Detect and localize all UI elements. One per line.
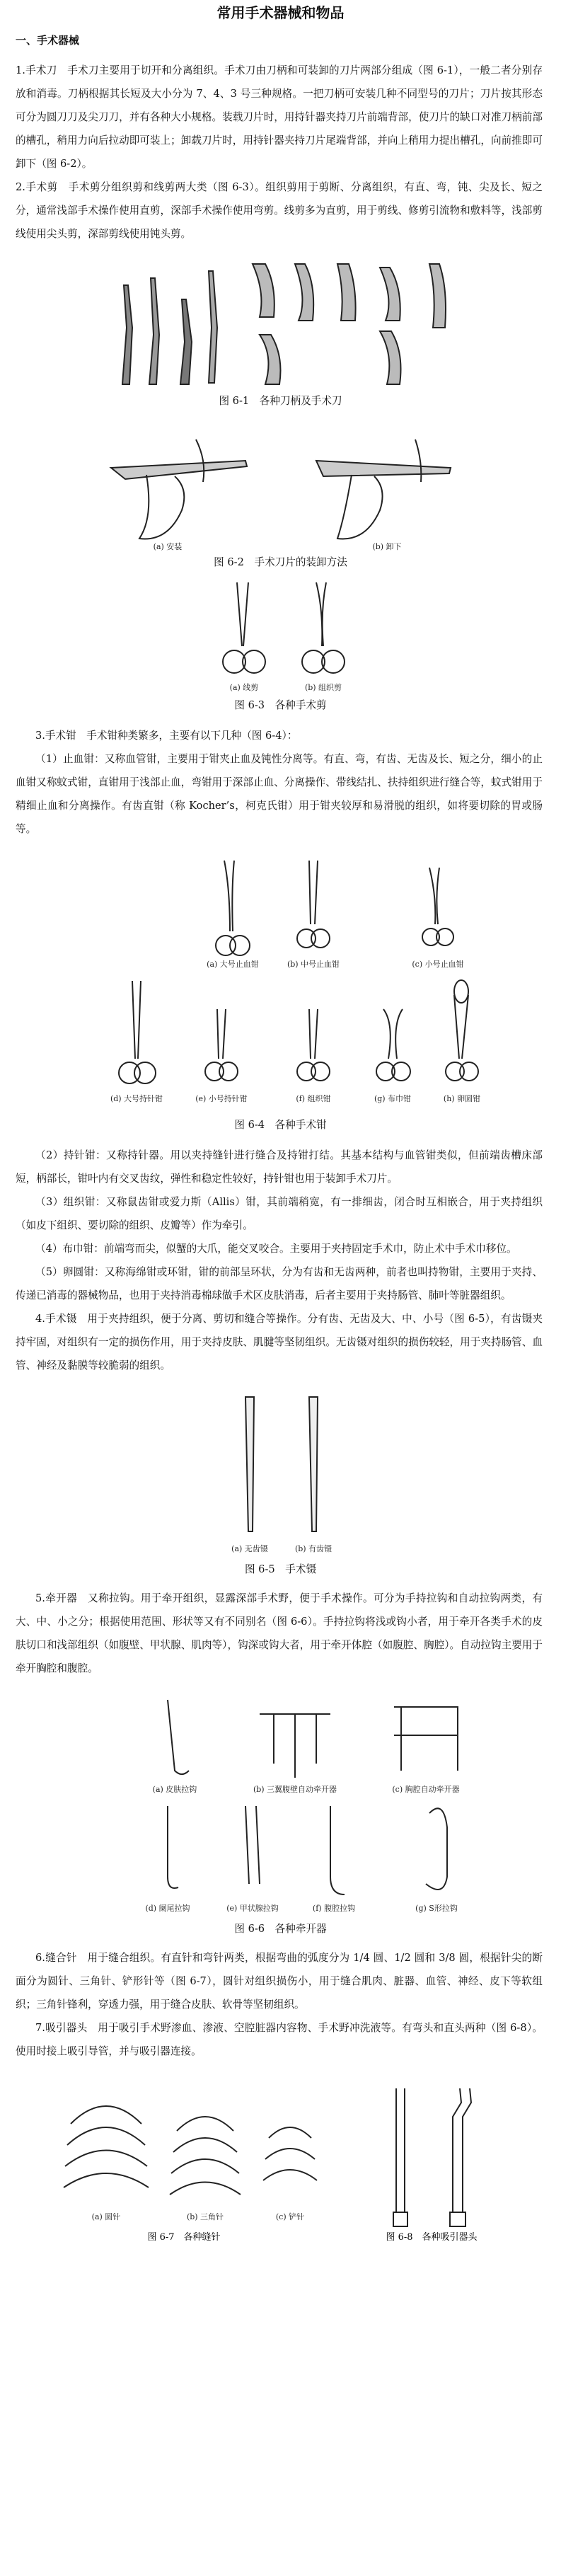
paragraph-retractors: 5.牵开器 又称拉钩。用于牵开组织，显露深部手术野，便于手术操作。可分为手持拉钩和自动拉钩两类，有大、中、小之分；根据使用范围、形状等又有不同别名（图 6-6）。手持拉钩将浅或钩小者，用于牵开各类手术的皮肤切口和浅部组织（如腹壁、甲状腺、肌肉等），钩深或钩大者，用于牵开体腔（如腹腔、胸腔）。自动拉钩主要用于牵开胸腔和腹腔。 <box>16 1592 543 1674</box>
forceps-label: (g) 布巾钳 <box>374 1094 411 1103</box>
subcaption-b: (b) 组织剪 <box>304 683 342 692</box>
paragraph-needle-holder: （2）持针钳：又称持针器。用以夹持缝针进行缝合及持钳打结。其基本结构与血管钳类似，但前端齿槽床部短，柄部长，钳叶内有交叉齿纹，弹性和稳定性较好，持针钳也用于装卸手术刀片。 <box>16 1149 543 1185</box>
page-title: 常用手术器械和物品 <box>216 4 345 21</box>
retractor-label: (f) 腹腔拉钩 <box>312 1904 355 1913</box>
tweezers-illustration <box>196 1383 366 1560</box>
figure-blade-mounting <box>83 418 479 553</box>
figure-caption: 图 6-6 各种牵开器 <box>234 1923 327 1935</box>
paragraph-tweezers: 4.手术镊 用于夹持组织，便于分离、剪切和缝合等操作。分有齿、无齿及大、中、小号（图 6-5），有齿镊夹持牢固，对组织有一定的损伤作用，用于夹持皮肤、肌腱等坚韧组织。无齿镊对组织的损伤较轻，用于夹持肠管、血管、神经及黏膜等较脆弱的组织。 <box>16 1313 543 1372</box>
figure-caption: 图 6-7 各种缝针 <box>147 2232 221 2243</box>
paragraph-sponge-forceps: （5）卵圆钳：又称海绵钳或环钳，钳的前部呈环状，分为有齿和无齿两种，前者也叫持物钳，主要用于夹持、传递已消毒的器械物品，也用于夹持消毒棉球做手术区皮肤消毒，后者主要用于夹持肠管、肺叶等脏器组织。 <box>16 1266 543 1301</box>
needle-suction-illustration <box>0 2067 561 2244</box>
subcaption-a: (a) 圆针 <box>91 2212 121 2221</box>
figure-caption: 图 6-1 各种刀柄及手术刀 <box>219 395 342 407</box>
forceps-label: (b) 中号止血钳 <box>287 960 340 969</box>
retractor-label: (d) 阑尾拉钩 <box>144 1904 190 1913</box>
figure-scissors <box>175 575 387 696</box>
figure-row-needles-suction <box>0 2067 561 2244</box>
forceps-label: (f) 组织钳 <box>295 1094 331 1103</box>
retractor-label: (e) 甲状腺拉钩 <box>226 1904 279 1913</box>
subcaption-a: (a) 安装 <box>153 542 182 551</box>
retractor-label: (a) 皮肤拉钩 <box>152 1785 197 1794</box>
forceps-illustration <box>62 846 500 1115</box>
scalpel-illustration <box>83 250 479 391</box>
retractor-label: (b) 三翼腹壁自动牵开器 <box>253 1785 337 1794</box>
paragraph-towel-clamp: （4）布巾钳：前端弯而尖，似蟹的大爪，能交叉咬合。主要用于夹持固定手术巾，防止术中手术巾移位。 <box>35 1243 517 1255</box>
retractor-label: (g) S形拉钩 <box>415 1904 458 1913</box>
forceps-label: (a) 大号止血钳 <box>206 960 259 969</box>
forceps-label: (c) 小号止血钳 <box>411 960 464 969</box>
forceps-label: (d) 大号持针钳 <box>110 1094 163 1103</box>
subcaption-a: (a) 无齿镊 <box>231 1544 268 1553</box>
figure-caption: 图 6-3 各种手术剪 <box>234 699 327 711</box>
retractor-illustration <box>62 1686 500 1919</box>
paragraph-suction-tips: 7.吸引器头 用于吸引手术野渗血、渗液、空腔脏器内容物、手术野冲洗液等。有弯头和直头两种（图 6-8）。使用时接上吸引导管，并与吸引器连接。 <box>16 2022 543 2057</box>
subcaption-b: (b) 卸下 <box>371 542 402 551</box>
figure-scalpels <box>83 250 479 391</box>
figure-caption: 图 6-4 各种手术钳 <box>234 1119 327 1131</box>
forceps-label: (e) 小号持针钳 <box>195 1094 248 1103</box>
forceps-label: (h) 卵圆钳 <box>443 1094 480 1103</box>
paragraph-scalpel: 1.手术刀 手术刀主要用于切开和分离组织。手术刀由刀柄和可装卸的刀片两部分组成（图 6-1），一般二者分别存放和消毒。刀柄根据其长短及大小分为 7、4、3 号三种规格。一把刀柄可安装几种不同型号的刀片；刀片按其形态可分为圆刀刀及尖刀刀，并有各种大小规格。装载刀片时，用持针器夹持刀片前端背部，使刀片的缺口对准刀柄前部的槽孔，稍用力向后拉动即可装上；卸载刀片时，用持针器夹持刀片尾端背部，并向上稍用力提出槽孔，向前推即可卸下（图 6-2）。 <box>16 64 543 170</box>
paragraph-suture-needles: 6.缝合针 用于缝合组织。有直针和弯针两类，根据弯曲的弧度分为 1/4 圆、1/2 圆和 3/8 圆，根据针尖的断面分为圆针、三角针、铲形针等（图 6-7），圆针对组织损伤小，用于缝合肌肉、脏器、血管、神经、皮下等软组织；三角针锋利，穿透力强，用于缝合皮肤、软骨等坚韧组织。 <box>16 1952 543 2011</box>
figure-caption: 图 6-8 各种吸引器头 <box>386 2232 478 2243</box>
blade-mounting-illustration <box>83 418 479 553</box>
paragraph-forceps: 3.手术钳 手术钳种类繁多，主要有以下几种（图 6-4）： <box>35 730 298 742</box>
subcaption-b: (b) 有齿镊 <box>294 1544 332 1553</box>
paragraph-tissue-forceps: （3）组织钳：又称鼠齿钳或爱力斯（Allis）钳，其前端稍宽，有一排细齿，闭合时互相嵌合，用于夹持组织（如皮下组织、要切除的组织、皮瓣等）作为牵引。 <box>16 1196 543 1231</box>
subcaption-c: (c) 铲针 <box>275 2212 305 2221</box>
paragraph-scissors: 2.手术剪 手术剪分组织剪和线剪两大类（图 6-3）。组织剪用于剪断、分离组织，有直、弯，钝、尖及长、短之分，通常浅部手术操作使用直剪，深部手术操作使用弯剪。线剪多为直剪，用于剪线、修剪引流物和敷料等，浅部剪线使用尖头剪，深部剪线使用钝头剪。 <box>16 181 543 240</box>
figure-caption: 图 6-2 手术刀片的装卸方法 <box>214 556 347 568</box>
subcaption-b: (b) 三角针 <box>186 2212 224 2221</box>
scissors-illustration <box>175 575 387 696</box>
figure-forceps <box>62 846 500 1115</box>
figure-caption: 图 6-5 手术镊 <box>244 1563 317 1575</box>
paragraph-hemostat: （1）止血钳：又称血管钳，主要用于钳夹止血及钝性分离等。有直、弯，有齿、无齿及长、短之分，细小的止血钳又称蚊式钳，直钳用于浅部止血，弯钳用于深部止血、分离操作、带线结扎、扶持组织进行缝合等，蚊式钳用于精细止血和分离操作。有齿直钳（称 Kocher’s，柯克氏钳）用于钳夹较厚和易滑脱的组织，如将要切除的胃或肠等。 <box>16 753 543 835</box>
retractor-label: (c) 胸腔自动牵开器 <box>391 1785 460 1794</box>
section-heading: 一、手术器械 <box>16 34 80 47</box>
figure-retractors <box>62 1686 500 1919</box>
figure-tweezers <box>196 1383 366 1560</box>
subcaption-a: (a) 线剪 <box>229 683 258 692</box>
